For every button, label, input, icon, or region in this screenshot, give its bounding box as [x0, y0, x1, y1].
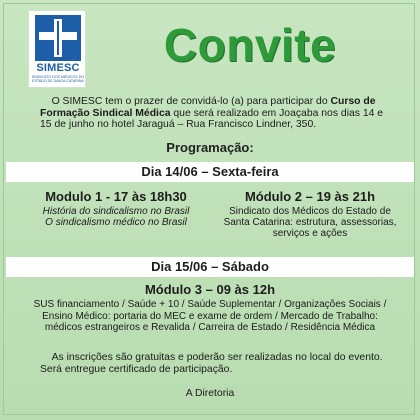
- module-3: [10, 282, 410, 334]
- page-title: Convite: [163, 19, 337, 71]
- logo-name: SIMESC: [36, 62, 80, 74]
- module-2-line: serviços e ações: [272, 228, 348, 239]
- medical-cross-icon: [35, 15, 81, 61]
- intro-text-2: que será realizado em Joaçaba nos dias 14 e 15 de junho no hotel Jaraguá – Rua Francisco Lindner, 350.: [40, 107, 384, 130]
- signature: A Diretoria: [185, 388, 235, 399]
- module-2-title: Módulo 2 – 19 às 21h: [244, 189, 376, 204]
- module-2: [210, 189, 410, 239]
- registration-note: [40, 352, 390, 375]
- registration-text: As inscrições são gratuitas e poderão ser realizadas no local do evento. Será entregue certificado de participação.: [40, 352, 383, 375]
- programacao-heading: Programação:: [166, 140, 254, 155]
- module-3-line: Ensino Médico: portaria do MEC e exame de ordem / Mercado de Trabalho:: [42, 310, 378, 322]
- module-3-line: médicos estrangeiros e Revalida / Carreira de Estado / Residência Médica: [44, 322, 376, 334]
- module-3-line: SUS financiamento / Saúde + 10 / Saúde Suplementar / Organizações Sociais /: [33, 299, 387, 310]
- module-1-title: Modulo 1 - 17 às 18h30: [45, 189, 187, 204]
- module-2-line: Sindicato dos Médicos do Estado de: [229, 206, 391, 217]
- module-1-line: História do sindicalismo no Brasil: [42, 206, 190, 217]
- module-1: [16, 189, 216, 228]
- module-3-title: Módulo 3 – 09 às 12h: [144, 282, 276, 297]
- module-2-line: Santa Catarina: estrutura, assessorias,: [223, 217, 397, 228]
- module-1-line: O sindicalismo médico no Brasil: [45, 217, 187, 228]
- simesc-logo: [28, 10, 86, 88]
- intro-paragraph: [40, 96, 390, 131]
- course-name: Curso de Formação Sindical Médica: [40, 96, 376, 119]
- logo-subtitle: SINDICATO DOS MÉDICOS DO ESTADO DE SANTA CATARINA: [31, 75, 85, 83]
- day1-banner: Dia 14/06 – Sexta-feira: [6, 162, 414, 182]
- intro-text-1: O SIMESC tem o prazer de convidá-lo (a) para participar do: [51, 96, 331, 107]
- day2-banner: Dia 15/06 – Sábado: [6, 257, 414, 277]
